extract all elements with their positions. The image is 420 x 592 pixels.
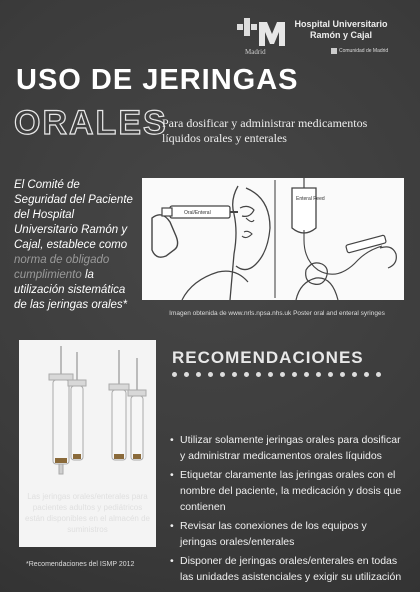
divider-dot [208,372,213,377]
recommendation-item: • Utilizar solamente jeringas orales para dosificar y administrar medicamentos orales líquidos [170,432,406,464]
divider-dot [292,372,297,377]
divider-dot [184,372,189,377]
intro-highlight: norma de obligado cumplimiento [14,254,110,281]
divider-dot [280,372,285,377]
poster-title-outline: ORALES [14,104,168,142]
syringe-label: Oral/Enteral [184,210,211,216]
divider-dot [316,372,321,377]
illustration [142,178,404,300]
oral-syringe-illustration [142,178,274,300]
divider-dot [196,372,201,377]
logo-madrid-text: Madrid [245,48,266,56]
illustration-caption: Imagen obtenida de www.nrls.npsa.nhs.uk Poster oral and enteral syringes [169,310,385,317]
divider-dot [268,372,273,377]
divider-dot [364,372,369,377]
intro-text-part1: El Comité de Seguridad del Paciente del Hospital Universitario Ramón y Cajal, establece como [14,179,133,251]
divider-dot [232,372,237,377]
divider-dot [256,372,261,377]
hospital-logo-icon [235,18,287,52]
hospital-name-line2: Ramón y Cajal [309,30,373,40]
feed-bag-label: Enteral Feed [296,196,325,202]
poster-title: USO DE JERINGAS [16,64,299,96]
recommendation-item: • Disponer de jeringas orales/enterales en todas las unidades asistenciales y exigir su utilización [170,553,406,585]
oral-syringes-icon [19,340,156,490]
dotted-divider [172,372,402,378]
community-flag-icon [331,48,337,54]
divider-dot [172,372,177,377]
recommendations-list [170,432,406,588]
divider-dot [376,372,381,377]
hospital-name [293,19,389,41]
footnote: *Recomendaciones del ISMP 2012 [26,561,135,568]
divider-dot [352,372,357,377]
recommendation-item: • Revisar las conexiones de los equipos y jeringas orales/enterales [170,518,406,550]
hospital-logo [235,18,410,56]
photo-caption: Las jeringas orales/enterales para pacientes adultos y pediátricos están disponibles en el almacén de suministros [25,492,150,534]
enteral-feed-illustration [276,178,404,300]
syringes-photo [19,340,156,547]
hospital-name-line1: Hospital Universitario [294,19,388,29]
divider-dot [244,372,249,377]
divider-dot [328,372,333,377]
divider-dot [340,372,345,377]
divider-dot [220,372,225,377]
intro-text-part2: la utilización sistemática de las jeringas orales* [14,269,128,311]
recommendation-item: • Etiquetar claramente las jeringas orales con el nombre del paciente, la medicación y dosis que contienen [170,467,406,515]
intro-statement [14,178,134,313]
community-name: Comunidad de Madrid [339,48,389,54]
poster-subtitle: Para dosificar y administrar medicamentos líquidos orales y enterales [162,116,368,145]
recommendations-title: RECOMENDACIONES [172,348,364,367]
divider-dot [304,372,309,377]
